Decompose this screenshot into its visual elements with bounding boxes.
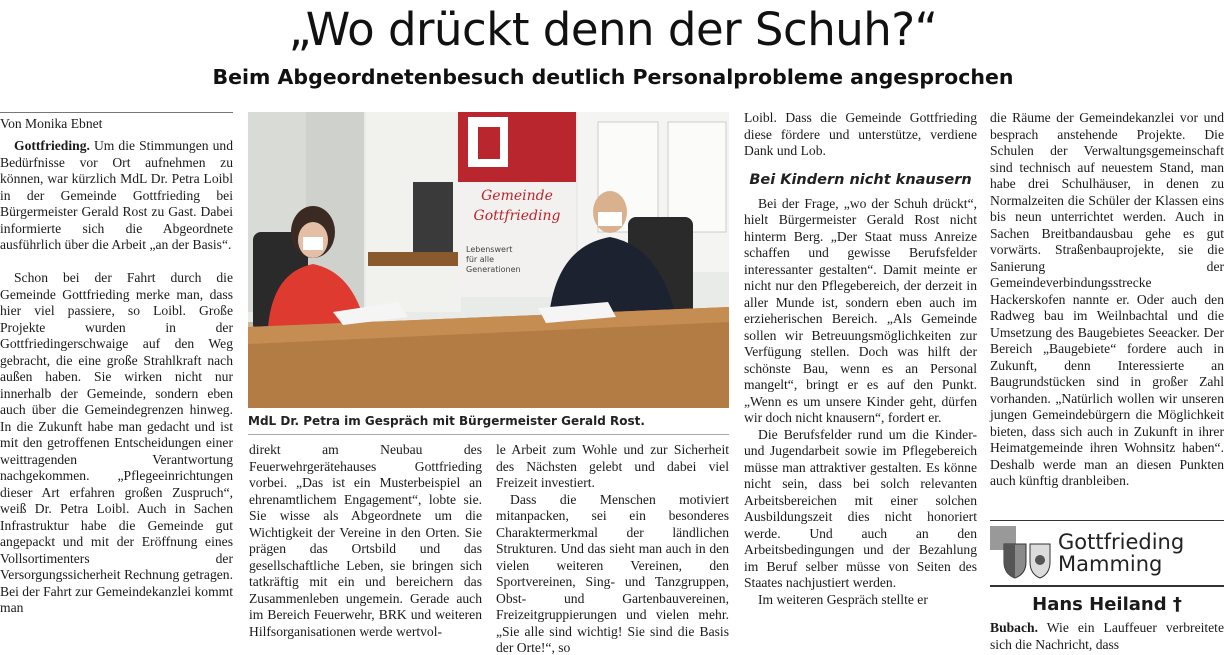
banner-slogan: für alle bbox=[466, 255, 494, 264]
paragraph-text: Um die Stimmungen und Bedürfnisse vor Ort aufnehmen zu können, war kürzlich MdL Dr. Petra Loibl in der Gemeinde Gottfrieding bei Bürgermeister Gerald Rost zu Gast. Dabei informierte sich die Abgeordnete ausführlich über die Arbeit „an der Basis“. bbox=[0, 138, 233, 252]
paragraph: direkt am Neubau des Feuerwehrgerätehauses Gottfrieding vorbei. „Das ist ein Musterbeispiel an ehrenamtlichem Engagement“, lobte sie. Sie wisse als Abgeordnete um die Wichtigkeit der Vereine in den Orten. Sie prägen das Ortsbild und das gesellschaftliche Leben, sie bringen sich tatkräftig mit ein und bereichern das Zusammenleben ungemein. Gerade auch im Bereich Feuerwehr, BRK und weiteren Hilfsorganisationen werde wertvol- bbox=[249, 442, 482, 639]
place-name: Mamming bbox=[1058, 552, 1163, 576]
paragraph: Loibl. Dass die Gemeinde Gottfrieding diese fördere und unterstütze, verdiene Dank und Lob. bbox=[744, 110, 977, 158]
paragraph-text: Wie ein Lauffeuer verbreitete sich die Nachricht, dass bbox=[990, 620, 1224, 652]
paragraph: Im weiteren Gespräch stellte er bbox=[758, 591, 928, 607]
place-name: Gottfrieding bbox=[1058, 530, 1185, 554]
photo-caption: MdL Dr. Petra im Gespräch mit Bürgermeister Gerald Rost. bbox=[248, 414, 645, 428]
paragraph: die Räume der Gemeindekanzlei vor und besprach anstehende Projekte. Die Schulen der Verwaltungsgemeinschaft sind technisch auf neuestem Stand, man habe drei Schulhäuser, in denen zu Normalzeiten die Schüler der Klassen eins bis neun unterrichtet werden. Auch in Sachen Breitbandausbau gehe es gut vorwärts. Straßenbauprojekte, sie die Sanierung der Gemeindeverbindungsstrecke Hackerskofen nannte er. Oder auch den Radweg bau im Weilnbachtal und die Umsetzung des Baugebietes Seeacker. Der Bereich „Baugebiete“ fordere auch in Zukunft, denn Interessierte an Baugrundstücken sind in großer Zahl vorhanden. „Natürlich wollen wir unseren jungen Gemeindebürgern die Möglichkeit bieten, dass sich auch in Zukunft in ihrer Heimatgemeinde ihren Wohnsitz haben“. Deshalb werde man an diesen Punkten auch künftig dranbleiben. bbox=[990, 110, 1224, 488]
column-4 bbox=[744, 110, 977, 608]
dateline: Gottfrieding. bbox=[14, 138, 90, 153]
banner-slogan: Generationen bbox=[466, 265, 521, 274]
banner-line2: Gottfrieding bbox=[473, 208, 561, 224]
column-1 bbox=[0, 138, 233, 617]
paragraph: Dass die Menschen motiviert mitanpacken, sei ein besonderes Charaktermerkmal der ländlichen Strukturen. Und das sieht man auch in den vielen weiteren Vereinen, den Sportvereinen, Sing- und Tanzgruppen, Obst- und Gartenbauvereinen, Freizeitgruppierungen und vielen mehr. „Sie alle sind wichtig! Sie sind die Basis der Orte!“, so bbox=[496, 491, 729, 655]
obituary-name: Hans Heiland † bbox=[1032, 594, 1182, 615]
coat-of-arms-icon bbox=[990, 526, 1052, 580]
paragraph bbox=[0, 138, 233, 254]
section-subhead: Bei Kindern nicht knausern bbox=[749, 171, 972, 188]
column-3 bbox=[496, 442, 729, 655]
notice-text bbox=[990, 620, 1224, 653]
local-notice bbox=[990, 520, 1224, 653]
dateline: Bubach. bbox=[990, 620, 1038, 635]
column-5 bbox=[990, 110, 1224, 490]
paragraph: le Arbeit zum Wohle und zur Sicherheit des Nächsten gelebt und dabei viel Freizeit investiert. bbox=[496, 442, 729, 490]
headline: „Wo drückt denn der Schuh?“ bbox=[288, 3, 938, 56]
banner-line1: Gemeinde bbox=[481, 188, 553, 204]
column-2 bbox=[249, 442, 482, 640]
byline: Von Monika Ebnet bbox=[0, 116, 103, 131]
article-photo bbox=[248, 112, 729, 408]
banner-slogan: Lebenswert bbox=[466, 245, 513, 254]
caption-rule bbox=[248, 434, 729, 435]
paragraph: Schon bei der Fahrt durch die Gemeinde Gottfrieding merke man, dass hier viel passiere, so Loibl. Große Projekte wurden in der Gottfriedingerschwaige auf den Weg gebracht, die eine große Strahlkraft nach außen haben. Sie wirken nicht nur innerhalb der Gemeinde, sondern eben auch über die Gemeindegrenzen hinweg. In die Zukunft habe man gedacht und ist mit den getroffenen Entscheidungen einer weittragenden Verantwortung nachgekommen. „Pflegeeinrichtungen dieser Art erfahren großen Zuspruch“, weiß Dr. Petra Loibl. Auch in Sachen Infrastruktur habe die Gemeinde gut angepackt und mit der Eröffnung eines Vollsortimenters der Versorgungssicherheit Rechnung getragen. Bei der Fahrt zur Gemeindekanzlei kommt man bbox=[0, 270, 233, 615]
photo-illustration bbox=[248, 112, 729, 408]
paragraph: Die Berufsfelder rund um die Kinder- und Jugendarbeit sowie im Pflegebereich müsse man attraktiver gestalten. Es könne nicht sein, dass bei solch relevanten Arbeitsbereichen mit einer solchen Ausbildungszeit dies nicht honoriert werde. Und auch an den Arbeitsbedingungen und der Bezahlung im Beruf selber müsse von Seiten des Staates nachjustiert werden. bbox=[744, 426, 977, 590]
subheadline: Beim Abgeordnetenbesuch deutlich Personalprobleme angesprochen bbox=[212, 65, 1014, 89]
byline-rule bbox=[0, 112, 233, 113]
paragraph: Bei der Frage, „wo der Schuh drückt“, hielt Bürgermeister Gerald Rost nicht hinterm Berg. „Der Staat muss Anreize schaffen und gewisse Berufsfelder interessanter gestalten“. Damit meinte er nicht nur den Pflegebereich, der derzeit in aller Munde ist, sondern eben auch im erzieherischen Bereich. „Als Gemeinde sollen wir Betreuungsmöglichkeiten zur Verfügung stellen. Doch was hilft der schönste Bau, wenn es an Personal mangelt“, bringt er es auf den Punkt. „Wenn es um unsere Kinder geht, dürfen wir doch nicht knausern“, fordert er. bbox=[744, 195, 977, 425]
